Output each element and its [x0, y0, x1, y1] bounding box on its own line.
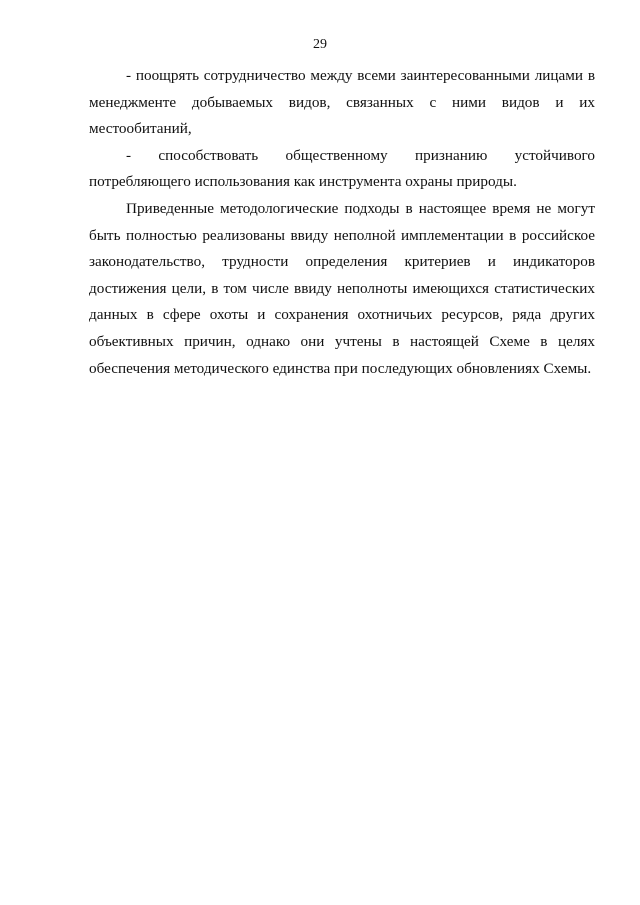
page-number: 29 — [313, 37, 327, 52]
paragraph-bullet-cooperation: - поощрять сотрудничество между всеми заинтересованными лицами в менеджменте добываемых видов, связанных с ними видов и их местообитаний, — [89, 67, 595, 138]
paragraph-bullet-recognition: - способствовать общественному признанию устойчивого потребляющего использования как инструмента охраны природы. — [89, 146, 595, 191]
document-body — [89, 63, 595, 382]
paragraph-methodological-approaches: Приведенные методологические подходы в настоящее время не могут быть полностью реализованы ввиду неполной имплементации в российское законодательство, трудности определения критериев и индикаторов достижения цели, в том числе ввиду неполноты имеющихся статистических данных в сфере охоты и сохранения охотничьих ресурсов, ряда других объективных причин, однако они учтены в настоящей Схеме в целях обеспечения методического единства при последующих обновлениях Схемы. — [89, 199, 595, 377]
